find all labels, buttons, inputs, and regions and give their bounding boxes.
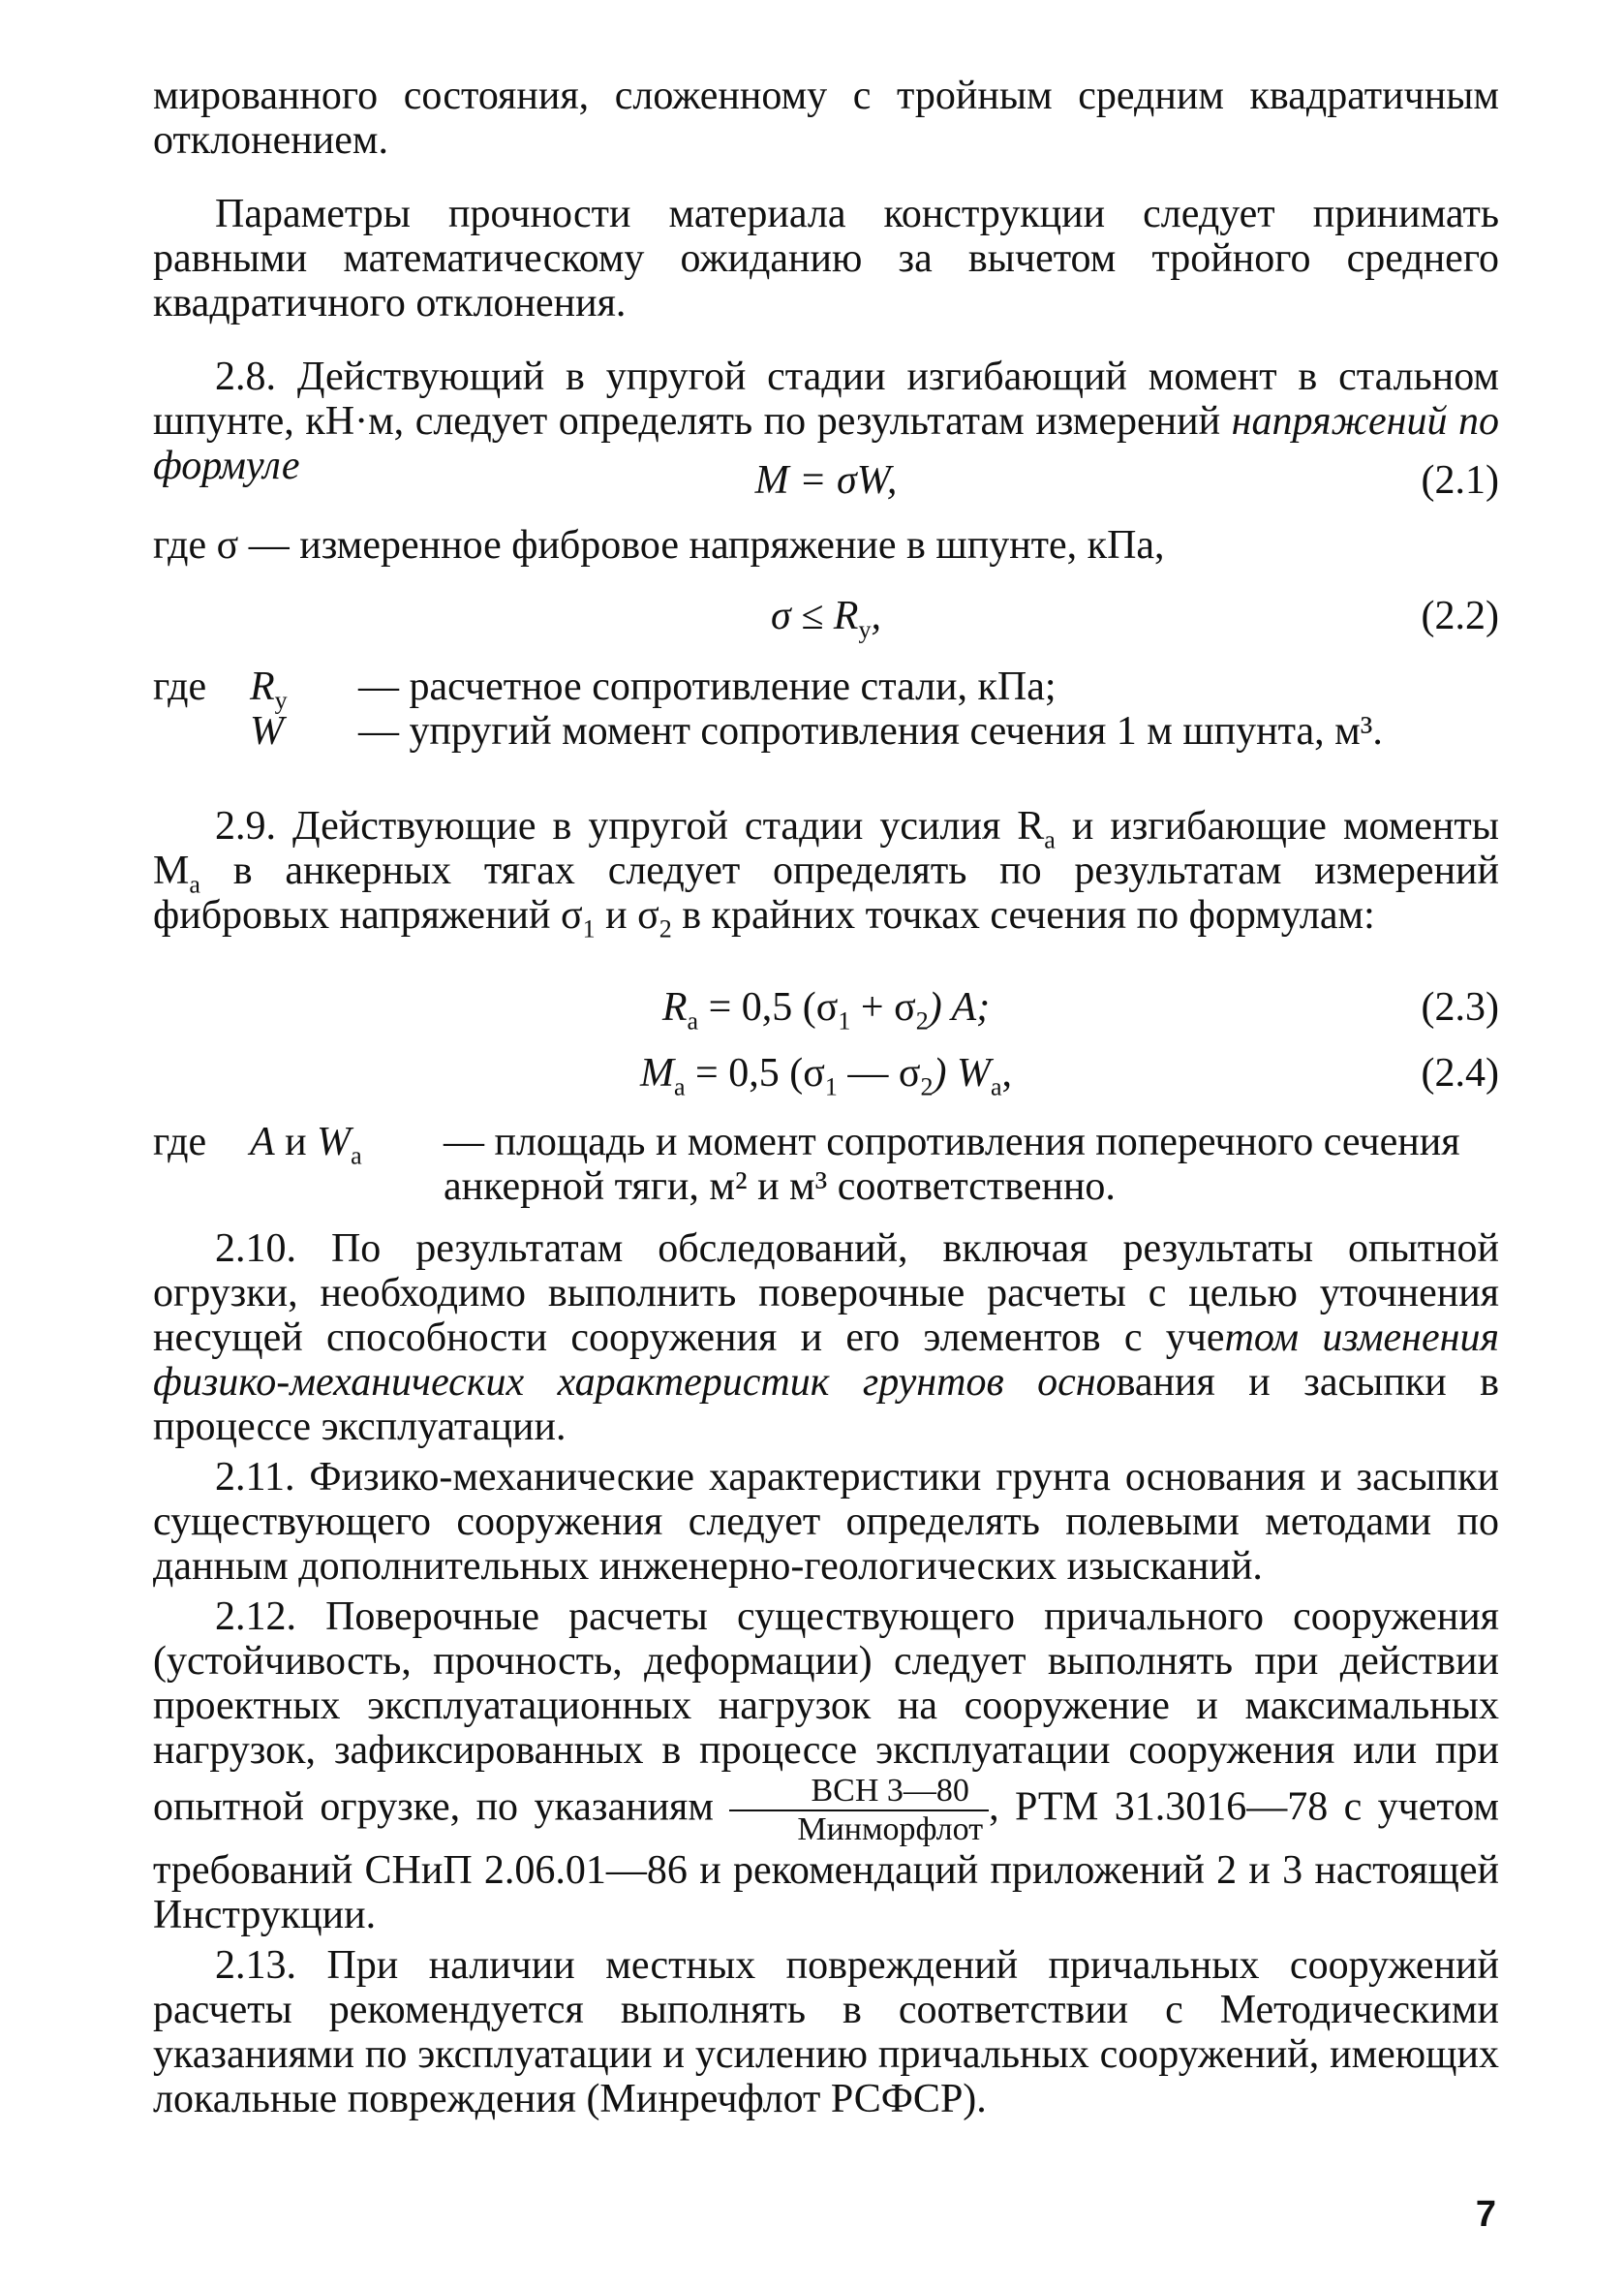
paragraph-2-8-italic: напряжений по формуле <box>153 399 1500 488</box>
equation-number-2-4: (2.4) <box>1421 1051 1499 1096</box>
paragraph-strength-params: Параметры прочности материала конструкции следует принимать равными математическому ожиданию за вычетом тройного среднего квадратичного отклонения. <box>153 192 1499 325</box>
formula-2-3: $R_a = 0,5$ $(\sigma_1 + \sigma_2)$ A; <box>661 985 991 1036</box>
where-a-row: где A и $W_a$ — площадь и момент сопротивления поперечного сечения анкерной тяги, м² и м³ соответственно. <box>153 1120 1499 1209</box>
where-a-text: — площадь и момент сопротивления поперечного сечения анкерной тяги, м² и м³ соответственно. <box>444 1120 1460 1209</box>
where-2-1 <box>153 523 1499 568</box>
text-block-top <box>153 74 1499 488</box>
where-label: где <box>153 665 207 709</box>
paragraph-2-10: 2.10. По результатам обследований, включая результаты опытной огрузки, необходимо выполнить поверочные расчеты с целью уточнения несущей способности сооружения и его элементов с учетом изменения физико-механических характеристик грунтов основания и засыпки в процессе эксплуатации. <box>153 1226 1499 1449</box>
where-w-text: — упругий момент сопротивления сечения 1 м шпунта, м³. <box>358 709 1383 754</box>
where-2-3-2-4 <box>153 1120 1499 1209</box>
equation-number-2-1: (2.1) <box>1421 458 1499 503</box>
formula-2-4-row <box>153 1044 1499 1102</box>
formula-2-4: $M_a = 0,5$ ($\sigma_1$ — $\sigma_2$) $W_a$, <box>639 1051 1013 1101</box>
where-ry-text: — расчетное сопротивление стали, кПа; <box>358 665 1057 709</box>
paragraph-continuation: мированного состояния, сложенному с тройным средним квадратичным отклонением. <box>153 74 1499 163</box>
equation-number-2-2: (2.2) <box>1421 594 1499 638</box>
where-2-2 <box>153 665 1499 754</box>
where-w-row: W — упругий момент сопротивления сечения 1 м шпунта, м³. <box>250 709 1383 754</box>
equation-number-2-3: (2.3) <box>1421 985 1499 1030</box>
paragraph-2-12: 2.12. Поверочные расчеты существующего причального сооружения (устойчивость, прочность, деформации) следует выполнять при действии проектных эксплуатационных нагрузок на сооружение и максимальных нагрузок, зафиксированных в процессе эксплуатации сооружения или при опытной огрузке, по указаниям $\frac{\text{ВСН 3—80}}{\text{Минморфлот}}$ , РТМ 31.3016—78 с учетом требований СНиП 2.06.01—86 и рекомендаций приложений 2 и 3 настоящей Инструкции. <box>153 1594 1499 1937</box>
page-number: 7 <box>1475 2194 1496 2235</box>
paragraph-2-8-text: 2.8. Действующий в упругой стадии изгибающий момент в стальном шпунте, кН·м, следует определять по результатам измерений <box>153 355 1499 444</box>
paragraph-2-11: 2.11. Физико-механические характеристики грунта основания и засыпки существующего сооружения следует определять полевыми методами по данным дополнительных инженерно-геологических изысканий. <box>153 1455 1499 1589</box>
paragraph-2-9: 2.9. Действующие в упругой стадии усилия $R_a$ и изгибающие моменты $M_a$ в анкерных тягах следует определять по результатам измерений фибровых напряжений $\sigma_1$ и $\sigma_2$ в крайних точках сечения по формулам: <box>153 804 1499 943</box>
paragraph-2-9-block <box>153 804 1499 943</box>
where-sigma: где σ — измеренное фибровое напряжение в шпунте, кПа, <box>153 523 1165 568</box>
text-block-bottom <box>153 1226 1499 2121</box>
formula-2-3-row <box>153 978 1499 1036</box>
formula-2-1-row <box>153 451 1499 510</box>
fraction-vsn: $\frac{\text{ВСН 3—80}}{\text{Минморфлот}}$ <box>729 1773 989 1848</box>
formula-2-2: $\sigma \le R_y$, <box>771 594 881 644</box>
formula-2-1: M = σW, <box>754 458 898 503</box>
where-ry-row: где $R_y$ — расчетное сопротивление стали, кПа; <box>153 665 1057 715</box>
paragraph-2-13: 2.13. При наличии местных повреждений причальных сооружений расчеты рекомендуется выполнять в соответствии с Методическими указаниями по эксплуатации и усилению причальных сооружений, имеющих локальные повреждения (Минречфлот РСФСР). <box>153 1943 1499 2121</box>
formula-2-2-row <box>153 587 1499 645</box>
